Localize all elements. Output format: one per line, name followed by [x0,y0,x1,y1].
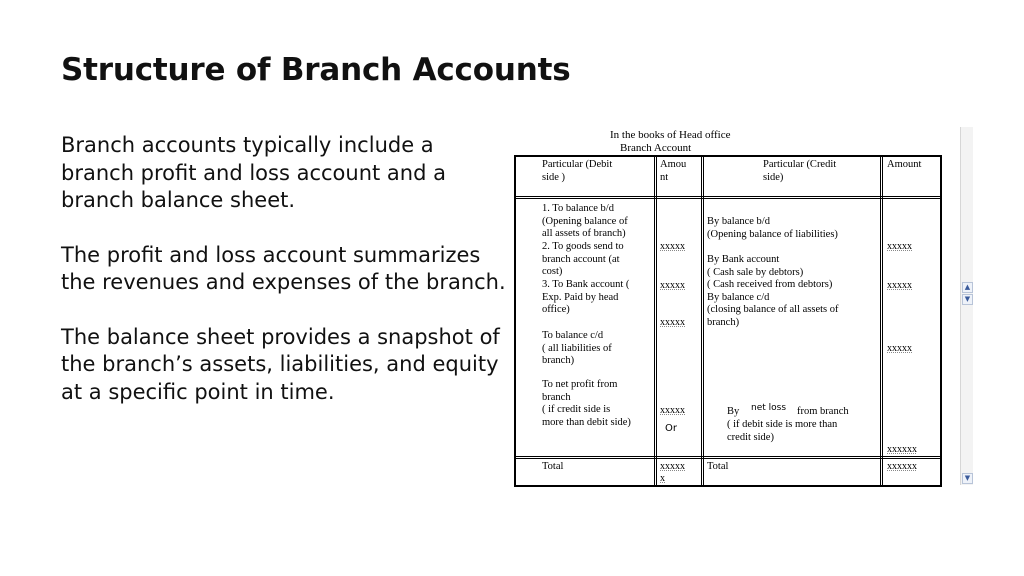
debit-amount: xxxxx [660,241,685,252]
total-label-credit: Total [707,461,729,472]
credit-amount: xxxxx [887,280,912,291]
ledger-table [514,155,942,487]
credit-amount: xxxxx [887,343,912,354]
net-loss-label: net loss [751,403,787,413]
credit-amount: xxxxxx [887,444,917,455]
image-scrollbar[interactable] [960,127,973,485]
branch-account-image [514,127,972,487]
slide-body [61,132,511,433]
total-amount-credit: xxxxxx [887,461,917,472]
column-divider [701,157,704,485]
header-debit-amount: Amou nt [660,159,687,183]
debit-amount: xxxxx [660,405,685,416]
slide-title: Structure of Branch Accounts [61,52,571,88]
total-amount-debit: xxxxx x [660,461,685,484]
debit-amount: xxxxx [660,280,685,291]
or-note: Or [665,423,677,434]
header-credit-amount: Amount [887,159,922,170]
header-debit-particular: Particular (Debit side ) [542,159,613,183]
header-divider [516,196,940,199]
figure-caption-books: In the books of Head office [610,129,731,141]
debit-entry: 2. To goods send to branch account (at cost) [542,241,624,278]
paragraph-profit-loss: The profit and loss account summarizes the revenues and expenses of the branch. [61,242,506,294]
header-credit-particular: Particular (Credit side) [763,159,837,183]
scroll-down-icon[interactable]: ▼ [962,294,973,305]
scroll-up-icon[interactable]: ▲ [962,282,973,293]
column-divider [880,157,883,485]
paragraph-balance-sheet: The balance sheet provides a snapshot of the branch’s assets, liabilities, and equity at a specific point in time. [61,324,500,404]
figure-caption-branch-account: Branch Account [620,142,692,154]
paragraph-branch-accounts: Branch accounts typically include a branch profit and loss account and a branch balance sheet. [61,133,446,212]
debit-entry: 1. To balance b/d (Opening balance of all assets of branch) [542,203,628,240]
debit-amount: xxxxx [660,317,685,328]
credit-amount: xxxxx [887,241,912,252]
debit-entry: To net profit from branch ( if credit side is more than debit side) [542,379,631,428]
net-loss-from: from branch [797,406,849,417]
total-divider [516,456,940,459]
net-loss-by: By [727,406,740,417]
chevron-down-icon[interactable]: ▼ [962,473,973,484]
debit-entry: 3. To Bank account ( Exp. Paid by head office) [542,279,630,316]
credit-entry: By Bank account ( Cash sale by debtors) ( Cash received from debtors) By balance c/d (closing balance of all assets of branch) [707,254,839,328]
debit-entry: To balance c/d ( all liabilities of branch) [542,330,612,367]
credit-entry: By balance b/d (Opening balance of liabilities) [707,216,838,240]
total-label-debit: Total [542,461,564,472]
column-divider [654,157,657,485]
net-loss-note: ( if debit side is more than credit side) [727,419,838,443]
